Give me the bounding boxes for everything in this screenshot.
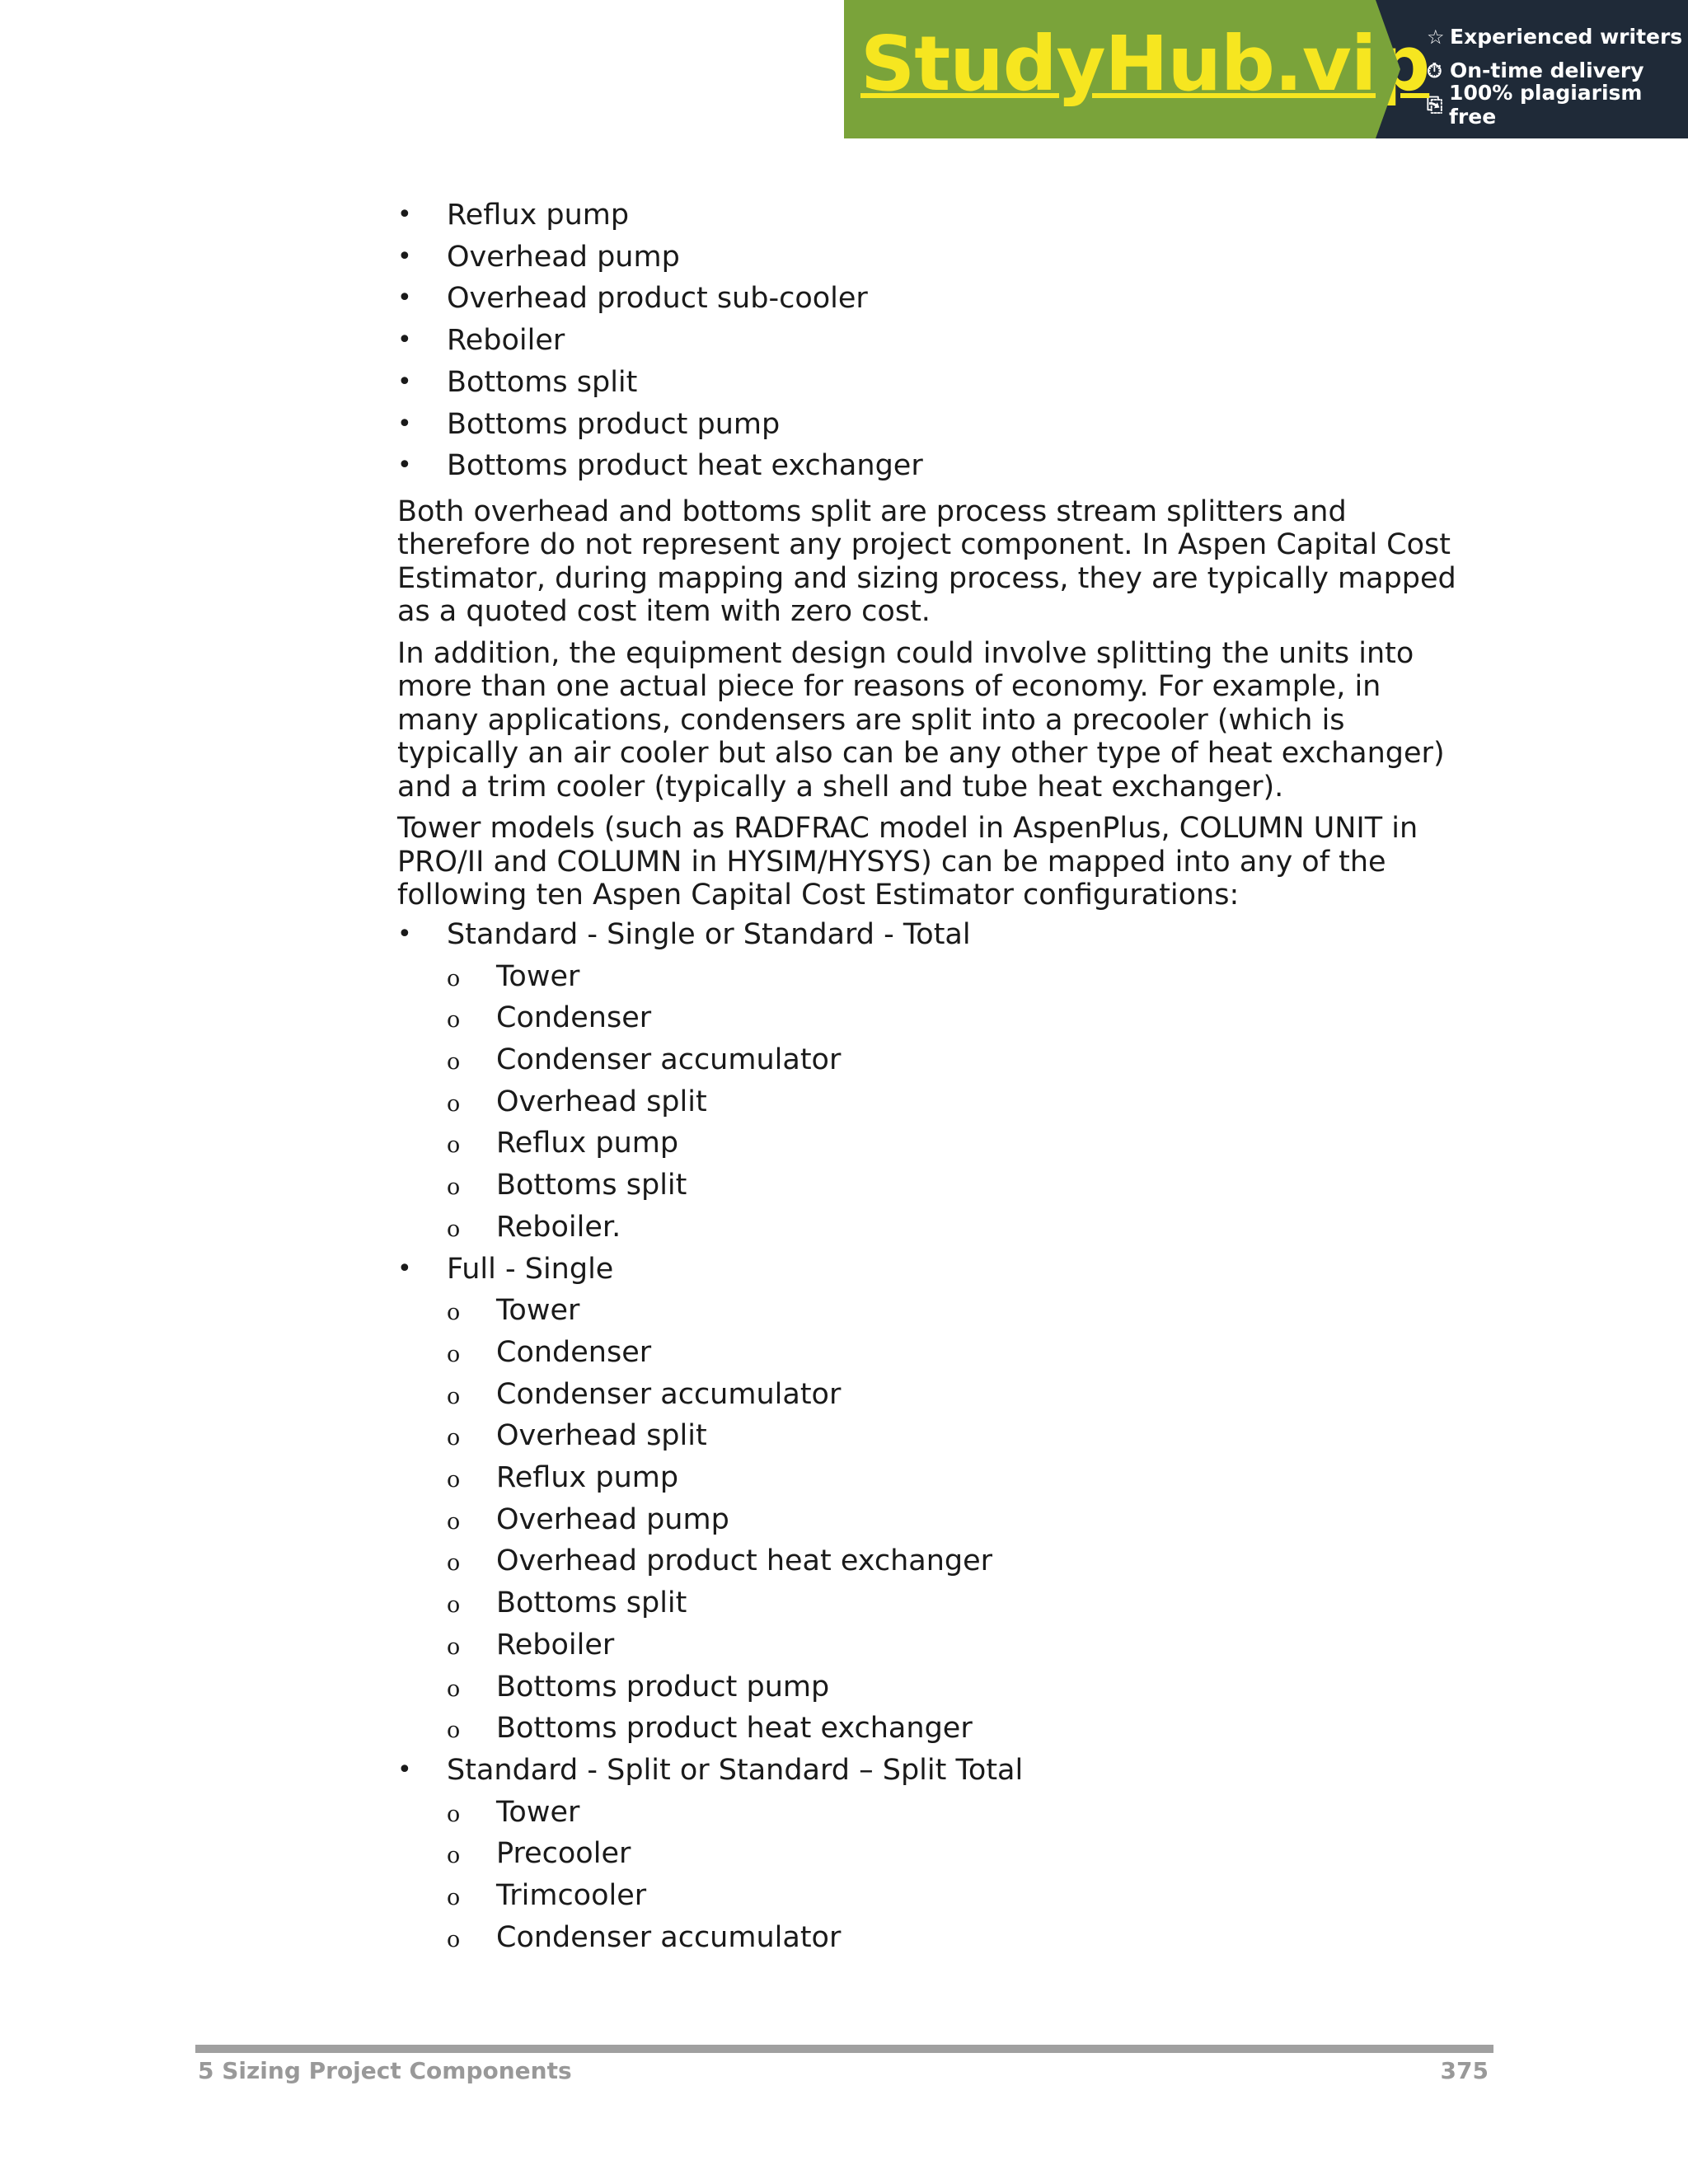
sub-list-item-text: Reflux pump (496, 1127, 679, 1160)
sub-list-item-text: Bottoms split (496, 1169, 687, 1202)
sub-bullet: o (447, 1007, 461, 1033)
sub-list-item-text: Bottoms product heat exchanger (496, 1712, 973, 1746)
feature-label: 100% plagiarism free (1449, 80, 1643, 129)
sub-list-item (397, 1582, 1469, 1624)
sub-list-item (397, 1415, 1469, 1457)
sub-bullet: o (447, 1467, 461, 1493)
sub-list-item (397, 1290, 1469, 1332)
sub-bullet: o (447, 1132, 461, 1159)
ad-banner[interactable] (844, 0, 1688, 138)
sub-bullet: o (447, 1383, 461, 1409)
feature-plagiarism-free (1427, 80, 1688, 129)
page-number: 375 (1440, 2057, 1489, 2084)
sub-list-item (397, 1708, 1469, 1750)
sub-list-item-text: Condenser (496, 1001, 652, 1035)
sub-list-item (397, 1081, 1469, 1123)
sub-bullet: o (447, 1675, 461, 1702)
configuration-label: Standard - Split or Standard – Split Total (447, 1753, 1024, 1787)
sub-bullet: o (447, 1300, 461, 1326)
list-item (397, 404, 1469, 446)
bullet: • (397, 241, 412, 271)
sub-list-item (397, 1624, 1469, 1666)
bullet: • (397, 1755, 412, 1784)
footer-rule (195, 2045, 1493, 2053)
sub-list-item-text: Condenser (496, 1335, 652, 1369)
sub-bullet: o (447, 1216, 461, 1242)
feature-label: On-time delivery (1450, 59, 1644, 82)
bullet: • (397, 919, 412, 949)
list-item-text: Bottoms split (447, 365, 638, 399)
sub-list-item (397, 1207, 1469, 1249)
list-item (397, 194, 1469, 237)
sub-list-item (397, 1332, 1469, 1374)
footer-section-title: 5 Sizing Project Components (198, 2057, 572, 2084)
bullet: • (397, 367, 412, 396)
sub-bullet: o (447, 1049, 461, 1076)
sub-bullet: o (447, 1592, 461, 1619)
sub-list-item (397, 1165, 1469, 1207)
clock-icon: ⏱ (1427, 59, 1442, 82)
configuration-list (397, 914, 1469, 1959)
sub-list-item (397, 1122, 1469, 1165)
copy-icon: ⎘ (1427, 92, 1443, 116)
sub-list-item-text: Tower (496, 1294, 580, 1328)
sub-list-item (397, 1792, 1469, 1834)
configuration-item (397, 914, 1469, 956)
sub-list-item (397, 1666, 1469, 1708)
document-body (397, 194, 1469, 1959)
sub-list-item-text: Bottoms split (496, 1586, 687, 1620)
sub-list-item (397, 1499, 1469, 1541)
sub-list-item-text: Overhead product heat exchanger (496, 1544, 993, 1578)
sub-bullet: o (447, 1425, 461, 1451)
sub-list-item-text: Reboiler (496, 1628, 615, 1661)
sub-bullet: o (447, 1341, 461, 1367)
sub-list-item (397, 997, 1469, 1039)
list-item-text: Bottoms product pump (447, 407, 781, 441)
list-item-text: Overhead product sub-cooler (447, 282, 868, 316)
sub-bullet: o (447, 1843, 461, 1869)
list-item (397, 278, 1469, 320)
sub-bullet: o (447, 1090, 461, 1117)
paragraph: Both overhead and bottoms split are process stream splitters and therefore do not represent any project component. In Aspen Capital Cost Estimator, during mapping and sizing process, they are typically mapped as a quoted cost item with zero cost. (397, 494, 1456, 629)
sub-list-item-text: Tower (496, 1795, 580, 1829)
sub-list-item (397, 1540, 1469, 1582)
sub-list-item-text: Condenser accumulator (496, 1920, 842, 1954)
brand-panel (844, 0, 1430, 138)
sub-bullet: o (447, 1801, 461, 1827)
sub-list-item (397, 1833, 1469, 1875)
bullet: • (397, 326, 412, 355)
configuration-item (397, 1249, 1469, 1291)
sub-list-item (397, 1875, 1469, 1917)
sub-list-item (397, 1457, 1469, 1499)
star-icon: ☆ (1427, 25, 1445, 49)
list-item (397, 362, 1469, 404)
feature-label: Experienced writers (1450, 25, 1683, 49)
sub-list-item-text: Reboiler. (496, 1210, 621, 1244)
sub-list-item (397, 1917, 1469, 1959)
configuration-item (397, 1750, 1469, 1792)
paragraph: In addition, the equipment design could involve splitting the units into more than one actual piece for reasons of economy. For example, in many applications, condensers are split into a precooler (which is typically an air cooler but also can be any other type of heat exchanger) and a trim cooler (typically a shell and tube heat exchanger). (397, 636, 1445, 804)
list-item (397, 320, 1469, 362)
bullet: • (397, 284, 412, 313)
sub-list-item-text: Overhead split (496, 1085, 707, 1118)
sub-list-item-text: Overhead split (496, 1419, 707, 1453)
sub-list-item-text: Condenser accumulator (496, 1377, 842, 1411)
bullet: • (397, 200, 412, 229)
sub-bullet: o (447, 1174, 461, 1201)
list-item-text: Overhead pump (447, 240, 680, 274)
sub-list-item-text: Trimcooler (496, 1879, 647, 1913)
sub-list-item-text: Tower (496, 959, 580, 993)
sub-list-item-text: Bottoms product pump (496, 1670, 830, 1704)
sub-list-item-text: Reflux pump (496, 1461, 679, 1495)
sub-list-item (397, 956, 1469, 998)
list-item-text: Bottoms product heat exchanger (447, 449, 923, 483)
paragraph: Tower models (such as RADFRAC model in AspenPlus, COLUMN UNIT in PRO/II and COLUMN in HYSIM/HYSYS) can be mapped into any of the following ten Aspen Capital Cost Estimator configurations: (397, 812, 1418, 912)
brand-logo[interactable]: StudyHub.vip (860, 20, 1430, 108)
list-item-text: Reflux pump (447, 199, 630, 232)
sub-list-item (397, 1374, 1469, 1416)
configuration-label: Full - Single (447, 1252, 614, 1286)
sub-bullet: o (447, 965, 461, 991)
sub-list-item-text: Condenser accumulator (496, 1043, 842, 1077)
list-item-text: Reboiler (447, 324, 565, 358)
sub-bullet: o (447, 1633, 461, 1660)
sub-list-item-text: Overhead pump (496, 1502, 729, 1536)
sub-list-item (397, 1039, 1469, 1081)
list-item (397, 237, 1469, 279)
sub-bullet: o (447, 1885, 461, 1911)
sub-list-item-text: Precooler (496, 1837, 631, 1871)
bullet: • (397, 409, 412, 438)
sub-bullet: o (447, 1926, 461, 1952)
sub-bullet: o (447, 1718, 461, 1744)
sub-bullet: o (447, 1550, 461, 1577)
component-list (397, 194, 1469, 487)
bullet: • (397, 1254, 412, 1283)
list-item (397, 445, 1469, 487)
sub-bullet: o (447, 1508, 461, 1535)
configuration-label: Standard - Single or Standard - Total (447, 917, 971, 951)
feature-experienced-writers (1427, 20, 1688, 54)
bullet: • (397, 451, 412, 480)
